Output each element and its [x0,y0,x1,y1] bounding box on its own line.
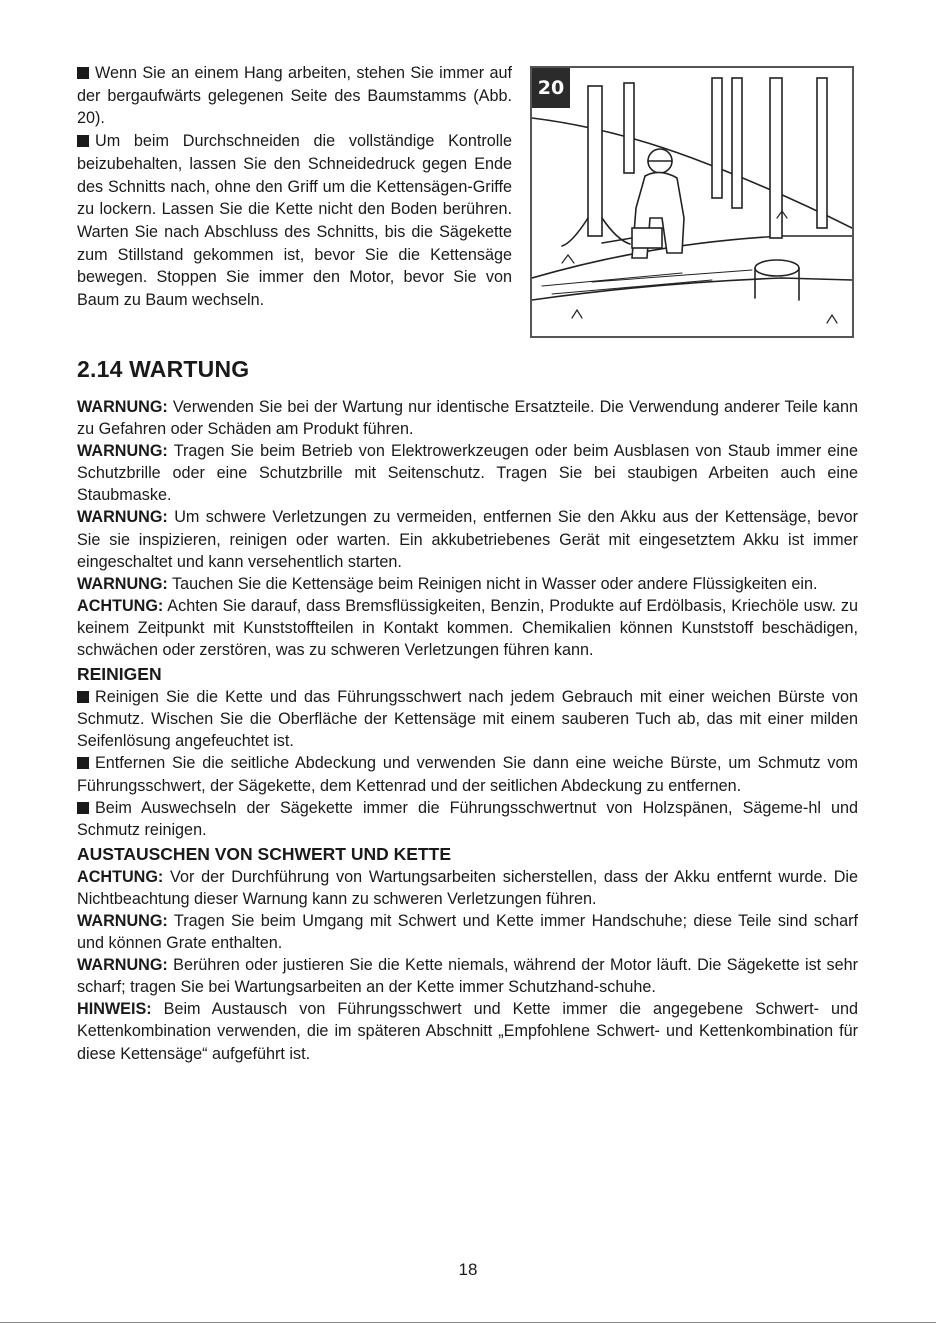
bullet-square-icon [77,135,89,147]
note-paragraph: WARNUNG: Tragen Sie beim Betrieb von Elektrowerkzeugen oder beim Ausblasen von Staub immer eine Schutzbrille oder eine Schutzbrille mit Seitenschutz. Tragen Sie bei staubigen Arbeiten auch eine Staubmaske. [77,442,858,505]
page-number: 18 [458,1260,478,1279]
figure-slope-cutting [530,66,854,338]
intro-paragraph: Wenn Sie an einem Hang arbeiten, stehen Sie immer auf der bergaufwärts gelegenen Seite des Baumstamms (Abb. 20). [77,64,512,128]
note-label: WARNUNG: [77,398,168,416]
note-paragraph: WARNUNG: Verwenden Sie bei der Wartung nur identische Ersatzteile. Die Verwendung anderer Teile kann zu Gefahren oder Schäden am Produkt führen. [77,398,858,439]
note-label: ACHTUNG: [77,867,164,886]
list-item: Beim Auswechseln der Sägekette immer die Führungsschwertnut von Holzspänen, Sägeme-hl und Schmutz reinigen. [77,798,858,839]
bullet-square-icon [77,67,89,79]
note-label: WARNUNG: [77,956,168,975]
illustration-person-cutting-log-on-slope [532,68,852,336]
note-paragraph: HINWEIS: Beim Austausch von Führungsschwert und Kette immer die angegebene Schwert- und Kettenkombination verwenden, die im späteren Abschnitt „Empfohlene Schwert- und Kettenkombination für diese Kettensäge“ aufgeführt ist. [77,1000,858,1063]
note-label: WARNUNG: [77,911,168,930]
note-label: WARNUNG: [77,508,168,527]
main-content [77,355,858,1065]
figure-number-badge: 20 [532,68,570,108]
note-paragraph: ACHTUNG: Vor der Durchführung von Wartungsarbeiten sicherstellen, dass der Akku entfernt wurde. Die Nichtbeachtung dieser Warnung kann zu schweren Verletzungen führen. [77,867,858,908]
note-paragraph: WARNUNG: Berühren oder justieren Sie die Kette niemals, während der Motor läuft. Die Sägekette ist sehr scharf; tragen Sie bei Wartungsarbeiten an der Kette immer Schutzhand-schuhe. [77,956,858,997]
subsection-title-replace: AUSTAUSCHEN VON SCHWERT UND KETTE [77,843,451,864]
note-paragraph: ACHTUNG: Achten Sie darauf, dass Bremsflüssigkeiten, Benzin, Produkte auf Erdölbasis, Kriechöle usw. zu keinem Zeitpunkt mit Kunststoffteilen in Kontakt kommen. Chemikalien können Kunststoff beschädigen, schwächen oder zerstören, was zu schweren Verletzungen führen kann. [77,596,858,660]
bottom-rule [0,1322,936,1323]
bullet-square-icon [77,691,89,703]
section-title: 2.14 WARTUNG [77,356,250,382]
note-label: ACHTUNG: [77,596,164,615]
list-item: Reinigen Sie die Kette und das Führungsschwert nach jedem Gebrauch mit einer weichen Bürste von Schmutz. Wischen Sie die Oberfläche der Kettensäge mit einem sauberen Tuch ab, das mit einer milden Seifenlösung angefeuchtet ist. [77,688,858,751]
bullet-square-icon [77,802,89,814]
note-paragraph: WARNUNG: Tauchen Sie die Kettensäge beim Reinigen nicht in Wasser oder andere Flüssigkeiten ein. [77,574,818,593]
intro-text [77,62,512,312]
note-paragraph: WARNUNG: Um schwere Verletzungen zu vermeiden, entfernen Sie den Akku aus der Kettensäge, bevor Sie sie inspizieren, reinigen oder warten. Ein akkubetriebenes Gerät mit eingesetztem Akku ist immer eingeschaltet und kann versehentlich starten. [77,508,858,571]
intro-paragraph: Um beim Durchschneiden die vollständige Kontrolle beizubehalten, lassen Sie den Schneidedruck gegen Ende des Schnitts nach, ohne den Griff um die Kettensägen-Griffe zu lockern. Lassen Sie die Kette nicht den Boden berühren. Warten Sie nach Abschluss des Schnitts, bis die Sägekette zum Stillstand gekommen ist, bevor Sie die Kettensäge bewegen. Stoppen Sie immer den Motor, bevor Sie von Baum zu Baum wechseln. [77,132,512,310]
subsection-title-cleaning: REINIGEN [77,664,162,685]
note-paragraph: WARNUNG: Tragen Sie beim Umgang mit Schwert und Kette immer Handschuhe; diese Teile sind scharf und können Grate enthalten. [77,911,858,953]
note-label: HINWEIS: [77,1000,152,1019]
note-label: WARNUNG: [77,442,168,461]
note-label: WARNUNG: [77,574,168,593]
bullet-square-icon [77,757,89,769]
list-item: Entfernen Sie die seitliche Abdeckung und verwenden Sie dann eine weiche Bürste, um Schmutz vom Führungsschwert, der Sägekette, dem Kettenrad und der seitlichen Abdeckung zu entfernen. [77,754,858,795]
